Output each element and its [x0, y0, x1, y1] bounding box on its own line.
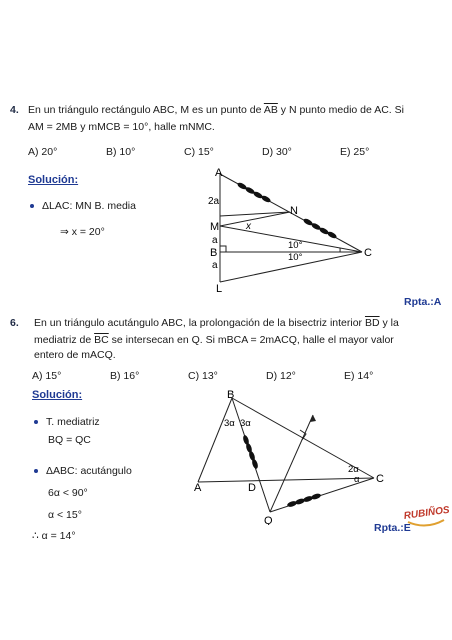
bullet-icon — [34, 420, 38, 424]
label-x: x — [246, 221, 251, 232]
problem-4-number: 4. — [10, 104, 19, 116]
label-l: L — [216, 283, 223, 294]
tick-marks-qc — [286, 493, 321, 508]
problem-4-step-1-text: ΔLAC: MN B. media — [42, 200, 136, 212]
label-a: A — [194, 482, 202, 494]
label-angle-2: 10° — [288, 252, 303, 263]
problem-6-step-4: 6α < 90° — [48, 487, 88, 499]
problem-4-option-e: E) 25° — [340, 146, 370, 158]
segment-bc: $\overline{BC}$ — [94, 334, 109, 346]
problem-6-option-c: C) 13° — [188, 370, 218, 382]
tick-marks-bd — [242, 434, 259, 469]
label-d: D — [248, 482, 256, 494]
label-a: A — [215, 167, 223, 179]
label-b: B — [227, 390, 235, 401]
problem-6-step-3 — [34, 465, 132, 477]
right-angle-mark — [300, 430, 306, 440]
problem-6-text-a: En un triángulo acutángulo ABC, la prolongación de la bisectriz interior — [34, 317, 363, 329]
problem-4-option-b: B) 10° — [106, 146, 136, 158]
label-c: C — [364, 247, 372, 259]
label-3alpha-2: 3α — [240, 418, 251, 429]
problem-6-step-6: ∴ α = 14° — [32, 530, 76, 542]
label-c: C — [376, 473, 384, 485]
problem-4-step-1 — [30, 200, 136, 212]
problem-6-option-e: E) 14° — [344, 370, 374, 382]
problem-6-answer: Rpta.:E — [374, 522, 411, 534]
problem-6-step-1-text: T. mediatriz — [46, 416, 100, 428]
rubinos-logo — [402, 502, 450, 532]
problem-6-step-1 — [34, 416, 100, 428]
line-ab — [198, 398, 232, 482]
problem-4-step-2: ⇒ x = 20° — [60, 226, 105, 238]
problem-6-solution-label: Solución: — [32, 389, 83, 401]
tick-marks-an — [236, 181, 271, 203]
label-2a: 2a — [208, 196, 220, 207]
arrow-head-icon — [310, 415, 316, 422]
label-b: B — [210, 247, 218, 259]
problem-4-option-a: A) 20° — [28, 146, 58, 158]
label-2alpha: 2α — [348, 464, 359, 475]
problem-6-option-b: B) 16° — [110, 370, 140, 382]
label-q: Q — [264, 515, 273, 525]
problem-4-option-d: D) 30° — [262, 146, 292, 158]
problem-6-text-c: mediatriz de — [34, 334, 92, 346]
logo-swoosh — [408, 520, 444, 526]
problem-6-step-5: α < 15° — [48, 509, 82, 521]
segment-ac: AC — [374, 104, 389, 116]
problem-6-option-d: D) 12° — [266, 370, 296, 382]
problem-4-line-2: AM = 2MB y mMCB = 10°, halle mNMC. — [28, 121, 215, 133]
problem-4-text-c: . Si — [388, 104, 404, 116]
label-m: M — [210, 221, 220, 233]
problem-6-figure — [188, 390, 388, 525]
problem-4-answer: Rpta.:A — [404, 296, 442, 308]
problem-4-solution-label: Solución: — [28, 174, 79, 186]
problem-6-line-2 — [34, 334, 394, 346]
problem-6-step-2: BQ = QC — [48, 434, 91, 446]
problem-6-text-b: y la — [382, 317, 399, 329]
segment-ab: $\overline{AB}$ — [263, 104, 278, 116]
label-a-lower: a — [212, 260, 218, 271]
problem-4-text-b: y N punto medio de — [280, 104, 372, 116]
line-ac — [198, 478, 374, 482]
problem-6-number: 6. — [10, 317, 19, 329]
logo-text: RUBIÑOS — [403, 504, 450, 523]
label-a-upper: a — [212, 235, 218, 246]
problem-6-line-1 — [34, 317, 399, 329]
tick-marks-nc — [302, 217, 337, 239]
right-angle-mark — [220, 246, 226, 252]
problem-4-figure — [190, 164, 390, 294]
bullet-icon — [30, 204, 34, 208]
problem-4-text-a: En un triángulo rectángulo ABC, M es un punto de — [28, 104, 262, 116]
label-alpha: α — [354, 474, 360, 485]
problem-6-line-3: entero de mACQ. — [34, 349, 116, 361]
problem-6-text-d: se intersecan en Q. Si mBCA = 2mACQ, halle el mayor valor — [111, 334, 394, 346]
problem-4-option-c: C) 15° — [184, 146, 214, 158]
problem-6-option-a: A) 15° — [32, 370, 62, 382]
label-n: N — [290, 205, 298, 217]
problem-4-line-1 — [28, 104, 404, 116]
bullet-icon — [34, 469, 38, 473]
segment-bd: $\overline{BD}$ — [364, 317, 380, 329]
label-3alpha-1: 3α — [224, 418, 235, 429]
problem-6-step-3-text: ΔABC: acutángulo — [46, 465, 132, 477]
label-angle-1: 10° — [288, 240, 303, 251]
